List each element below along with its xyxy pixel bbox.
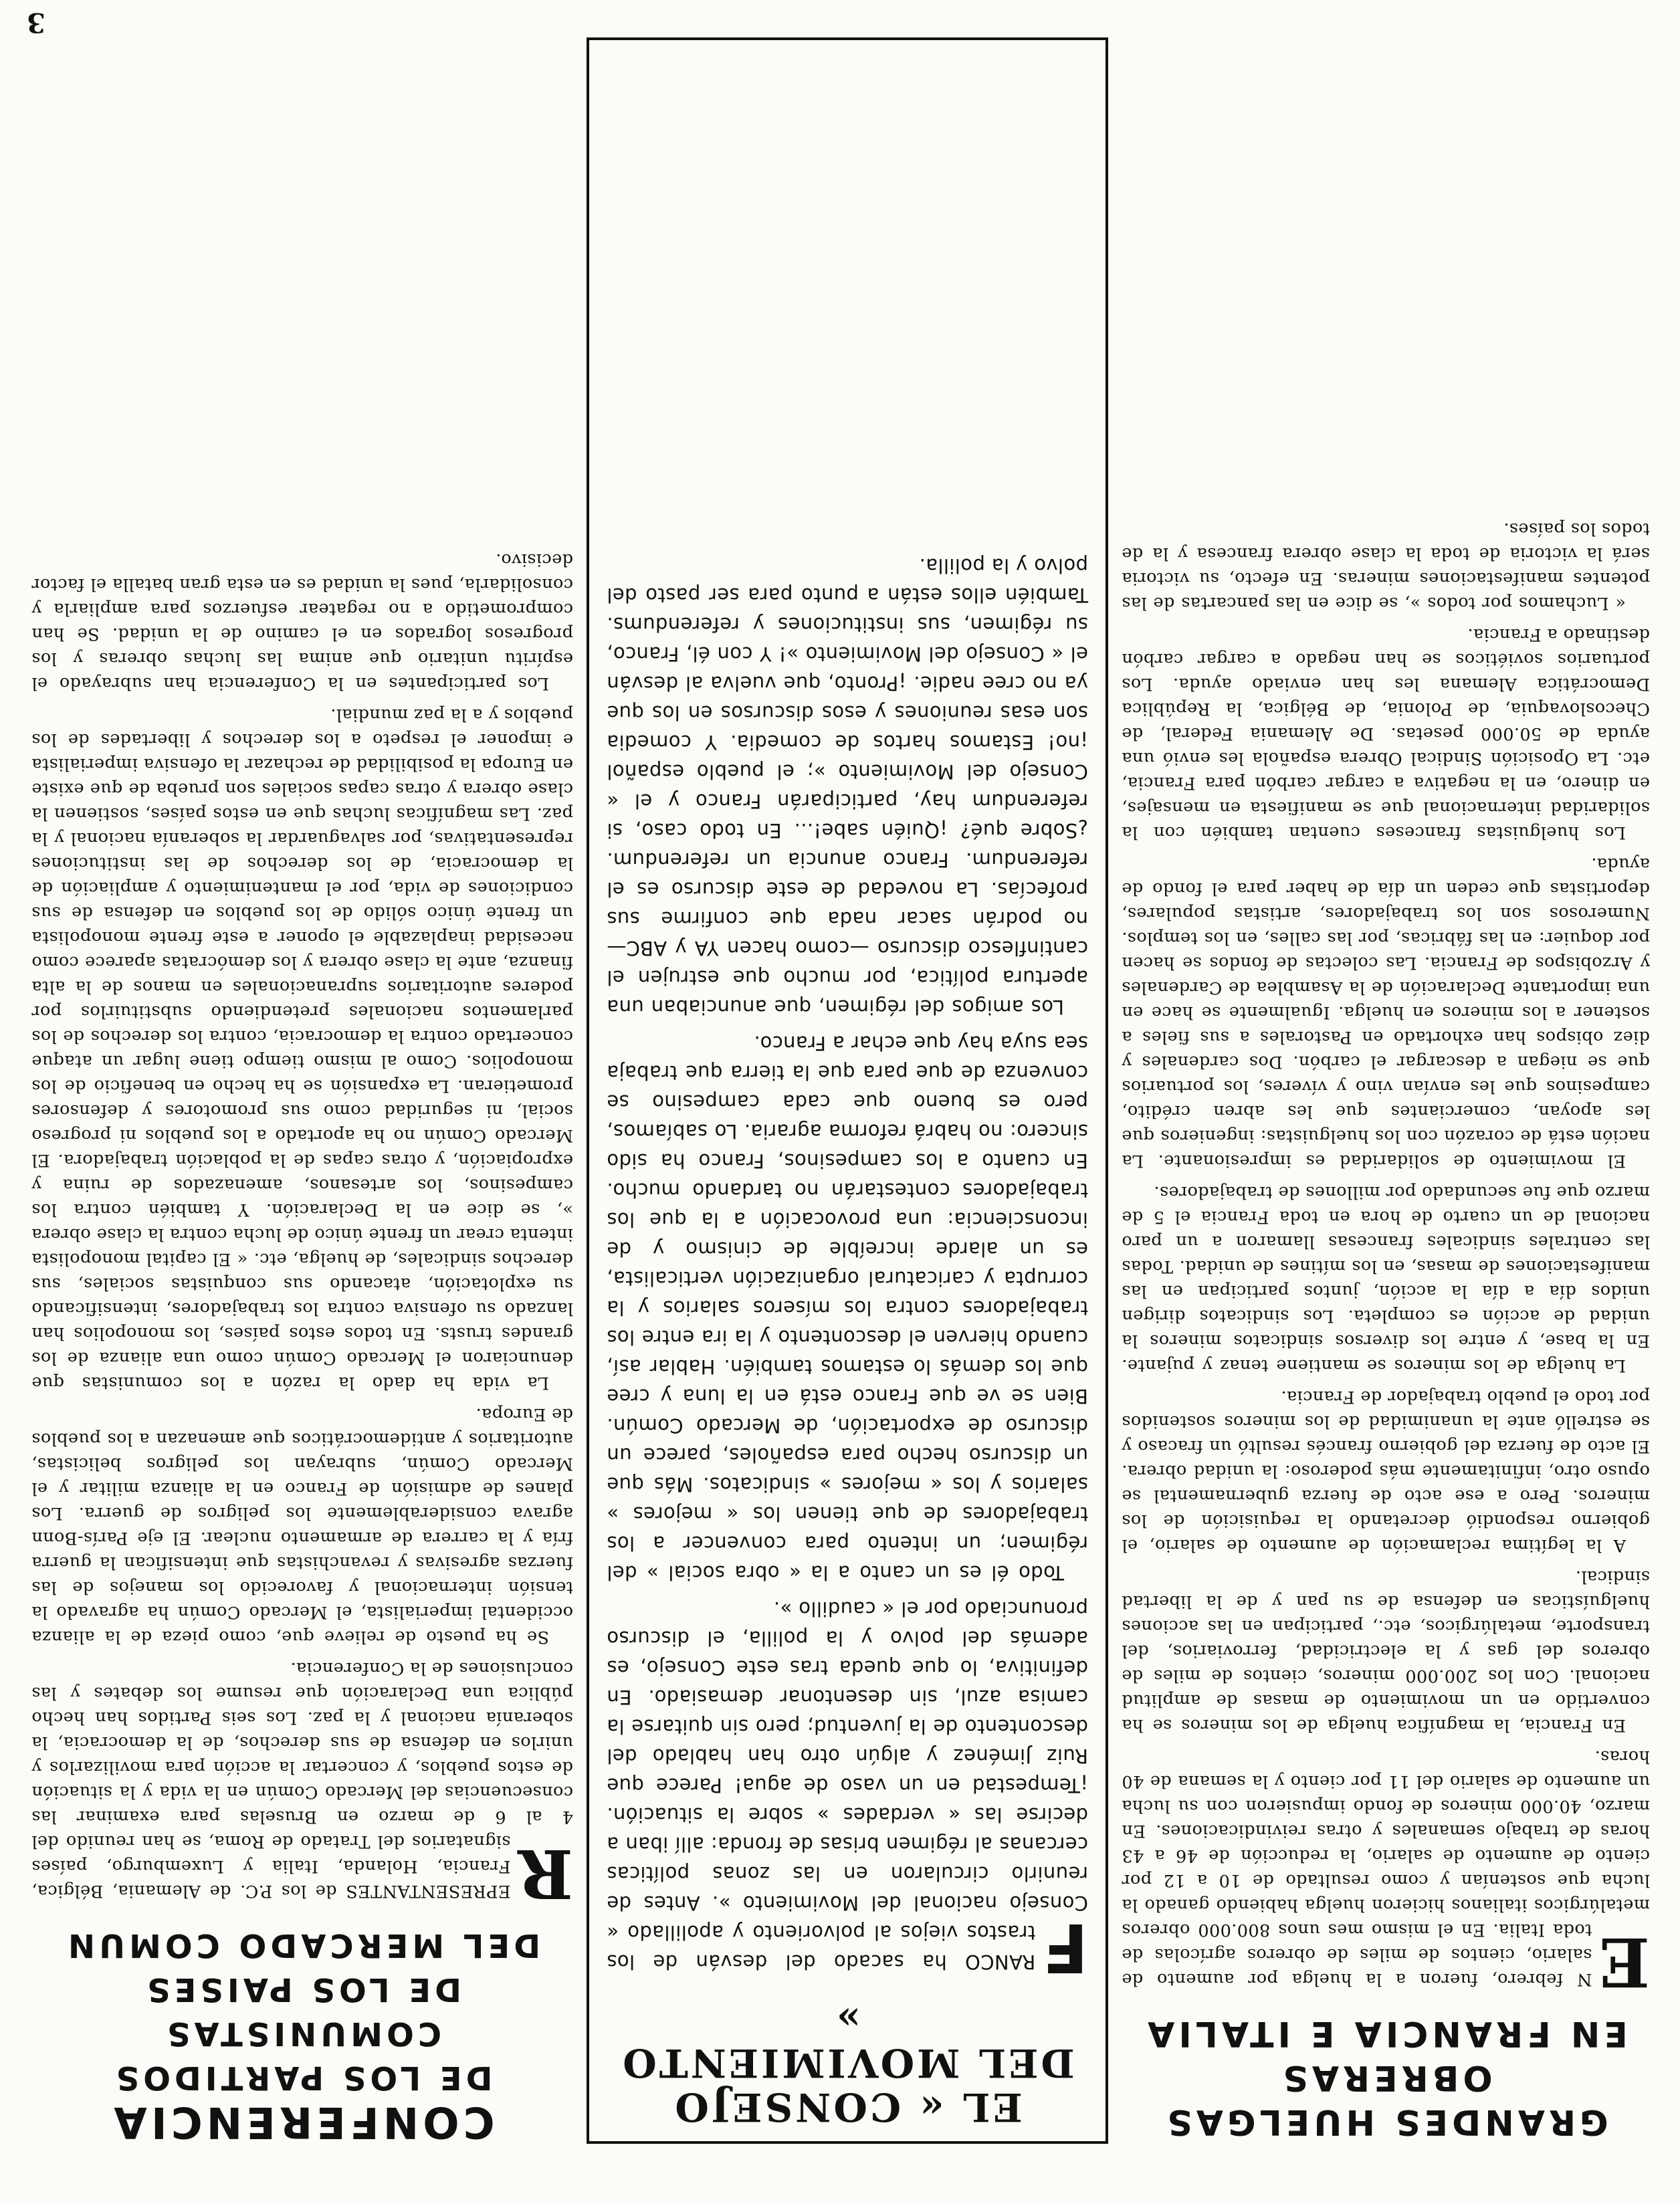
paragraph: La huelga de los mineros se mantiene tenaz y pujante. En la base, y entre los diversos sindicatos mineros la unidad de acción es completa. Los sindicatos dirigen unidos día a día la acción, juntos participan en las manifestaciones de masas, en los mítines de unidad. Todas las centrales sindicales francesas llamaron a un paro nacional de un cuarto de hora en toda Francia el 5 de marzo que fue secundado por millones de trabajadores.	[1122, 1182, 1650, 1375]
paragraph: « Luchamos por todos », se dice en las pancartas de las potentes manifestaciones mineras. En efecto, su victoria será la victoria de toda la clase obrera francesa y la de todos los países.	[1122, 519, 1650, 613]
page-number: 3	[27, 7, 45, 38]
dropcap: R	[517, 1834, 573, 1913]
title-line: GRANDES HUELGAS OBRERAS	[1163, 2058, 1608, 2142]
paragraph: A la legítima reclamación de aumento de salario, el gobierno respondió decretando la requisición de los mineros. Pero a ese acto de fuerza gubernamental se opuso otro, infinitamente más poderoso: la unidad obrera. El acto de fuerza del gobierno francés resultó un fracaso y se estrelló ante la unanimidad de los mineros sostenidos por todo el pueblo trabajador de Francia.	[1122, 1387, 1650, 1555]
paragraph: La vida ha dado la razón a los comunistas que denunciaron el Mercado Común como una alianza de los grandes trusts. En todos estos países, los monopolios han lanzado su ofensiva contra los trabajadores, intensificando su explotación, atacando sus conquistas sociales, sus derechos sindicales, de huelga, etc. « El capital monopolista intenta crear un frente único de lucha contra la clase obrera », se dice en la Declaración. Y también contra los campesinos, los artesanos, amenazados de ruina y expropiación, y otras capas de la población trabajadora. El Mercado Común no ha aportado a los pueblos ni progreso social, ni seguridad como sus promotores y defensores prometieran. La expansión se ha hecho en beneficio de los monopolios. Como al mismo tiempo tiene lugar un ataque concertado contra la democracia, contra los derechos de los parlamentos nacionales pretendiendo substituirlos por poderes autoritarios supranacionales en manos de la alta finanza, ante la clase obrera y los demócratas aparece como necesidad inaplazable el oponer a este frente monopolista un frente único sólido de los pueblos en defensa de sus condiciones de vida, por el mantenimiento y ampliación de la democracia, de los derechos de las instituciones representativas, por salvaguardar la soberanía nacional y la paz. Las magníficas luchas que en estos países, sostienen la clase obrera y otras capas sociales son prueba de que existe en Europa la posibilidad de rechazar la ofensiva imperialista e imponer el respeto a los derechos y libertades de los pueblos y a la paz mundial.	[31, 705, 573, 1393]
paragraph: El movimiento de solidaridad es impresionante. La nación está de corazón con los huelguistas: ingenieros que les apoyan, comerciantes que les abren crédito, campesinos que les envían vino y víveres, los portuarios que se niegan a descargar el carbón. Dos cardenales y diez obispos han exhortado en Pastorales a sus fieles a sostener a los mineros en huelga. Igualmente se hace en una importante Declaración de la Asamblea de Cardenales y Arzobispos de Francia. Las colectas de fondos se hacen por doquier: en las fábricas, por las calles, en los templos. Numerosos son los trabajadores, artistas populares, deportistas que ceden un día de haber para el fondo de ayuda.	[1122, 854, 1650, 1171]
dropcap: F	[1042, 1908, 1088, 1987]
title-line: DEL MERCADO COMUN	[64, 1926, 541, 1964]
paragraph: En Francia, la magnífica huelga de los mineros se ha convertido en un movimiento de masas de amplitud nacional. Con los 200.000 mineros, cientos de miles de obreros del gas y la electricidad, ferroviarios, del transporte, metalúrgicos, etc., participan en las acciones huelguísticas en defensa de su pan y de la libertad sindical.	[1122, 1567, 1650, 1735]
article-conferencia	[31, 540, 573, 2144]
dropcap: E	[1598, 1922, 1650, 2001]
article-title	[1122, 2011, 1650, 2144]
paragraph: Los participantes en la Conferencia han subrayado el espíritu unitario que anima las luchas obreras y los progresos logrados en el camino de la unidad. Se han comprometido a no regatear esfuerzos para ampliarla y consolidarla, pues la unidad es en esta gran batalla el factor decisivo.	[31, 550, 573, 693]
paragraph: Se ha puesto de relieve que, como pieza de la alianza occidental imperialista, el Mercado Común ha agravado la tensión internacional y favorecido los manejos de las fuerzas agresivas y revanchistas que intensifican la guerra fría y la carrera de armamento nuclear. El eje París-Bonn agrava considerablemente los peligros de guerra. Los planes de admisión de Franco en la alianza militar y el Mercado Común, subrayan los peligros belicistas, autoritarios y antidemocráticos que amenazan a los pueblos de Europa.	[31, 1404, 573, 1647]
paragraph	[31, 1656, 573, 1913]
article-title	[31, 1923, 573, 2144]
article-consejo	[587, 37, 1108, 2144]
paragraph: Los huelguistas franceses cuentan también con la solidaridad internacional que se manifiesta en mensajes, en dinero, en la negativa a cargar carbón para Francia, etc. La Oposición Sindical Obrera española les envió una ayuda de 50.000 pesetas. De Alemania Federal, de Checoslovaquia, de Polonia, de Bélgica, la República Democrática Alemana les han enviado ayuda. Los portuarios soviéticos se han negado a cargar carbón destinado a Francia.	[1122, 625, 1650, 843]
paragraph	[1122, 1744, 1650, 2001]
article-title	[607, 1997, 1088, 2129]
title-line: DEL MOVIMIENTO »	[620, 1996, 1075, 2086]
paragraph: Todo él es un canto a la « obra social » del régimen; un intento para convencer a los trabajadores de que tienen los « mejores » salarios y los « mejores » sindicatos. Más que un discurso hecho para españoles, parece un discurso de exportación, de Mercado Común. Bien se ve que Franco está en la luna y cree que los demás lo estamos también. Hablar así, cuando hierven el descontento y la ira entre los trabajadores contra los míseros salarios y la corrupta y caricatural organización verticalista, es un alarde increíble de cinismo y de inconsciencia: una provocación a la que los trabajadores contestarán no tardando mucho. En cuanto a los campesinos, Franco ha sido sincero: no habrá reforma agraria. Lo sabíamos, pero es bueno que cada campesino se convenza de que para que la tierra que trabaja sea suya hay que echar a Franco.	[607, 1032, 1088, 1584]
paragraph	[607, 1594, 1088, 1987]
title-line: EL « CONSEJO	[672, 2084, 1023, 2130]
title-line: CONFERENCIA	[110, 2097, 495, 2146]
title-line: DE LOS PARTIDOS COMUNISTAS	[112, 2015, 493, 2096]
title-line: EN FRANCIA E ITALIA	[1144, 2013, 1628, 2054]
article-huelgas	[1122, 510, 1650, 2144]
paragraph-text: EPRESENTANTES de los P.C. de Alemania, Bélgica, Francia, Holanda, Italia y Luxemburgo, países signatarios del Tratado de Roma, se han reunido del 4 al 6 de marzo en Bruselas para examinar las consecuencias del Mercado Común en la vida y la situación de estos pueblos, y concertar la acción para movilizarlos y unirlos en defensa de sus derechos, de la democracia, la soberanía nacional y la paz. Los seis Partidos han hecho pública una Declaración que resume los debates y las conclusiones de la Conferencia.	[31, 1658, 573, 1901]
paragraph: Los amigos del régimen, que anunciaban una apertura política, por mucho que estrujen el cantinflesco discurso —como hacen YA y ABC— no podrán sacar nada que confirme sus profecías. La novedad de este discurso es el referendum. Franco anuncia un referendum. ¿Sobre qué? ¡Quién sabe!... En todo caso, si referendum hay, participarán Franco y el « Consejo del Movimiento »; el pueblo español ¡no! Estamos hartos de comedia. Y comedia son esas reuniones y esos discursos en los que ya no cree nadie. ¡Pronto, que vuelva al desván el « Consejo del Movimiento »! Y con él, Franco, su régimen, sus instituciones y referendums. También ellos están a punto para ser pasto del polvo y la polilla.	[607, 554, 1088, 1018]
paragraph-text: RANCO ha sacado del desván de los trastos viejos al polvoriento y apolillado « Consejo nacional del Movimiento ». Antes de reunirlo circularon en las zonas políticas cercanas al régimen brisas de fronda: allí iban a decirse las « verdades » sobre la situación. ¡Tempestad en un vaso de agua! Parece que Ruiz Jiménez y algún otro han hablado del descontento de la juventud; pero sin quitarse la camisa azul, sin desentonar demasiado. En definitiva, lo que queda tras este Consejo, es además del polvo y la polilla, el discurso pronunciado por el « caudillo ».	[607, 1597, 1088, 1973]
boxed-article	[587, 37, 1108, 2144]
paragraph-text: N febrero, fueron a la huelga por aumento de salario, cientos de miles de obreros agrícolas de toda Italia. En el mismo mes unos 800.000 obreros metalúrgicos italianos hicieron huelga habiendo ganado la lucha que sostenían y como resultado de 10 a 12 por ciento de aumento de salario, la reducción de 46 a 43 horas de trabajo semanales y otras reivindicaciones. En marzo, 40.000 mineros de fondo impusieron con su lucha un aumento de salario del 11 por ciento y la semana de 40 horas.	[1122, 1747, 1650, 1989]
title-line: DE LOS PAISES	[143, 1971, 462, 2008]
